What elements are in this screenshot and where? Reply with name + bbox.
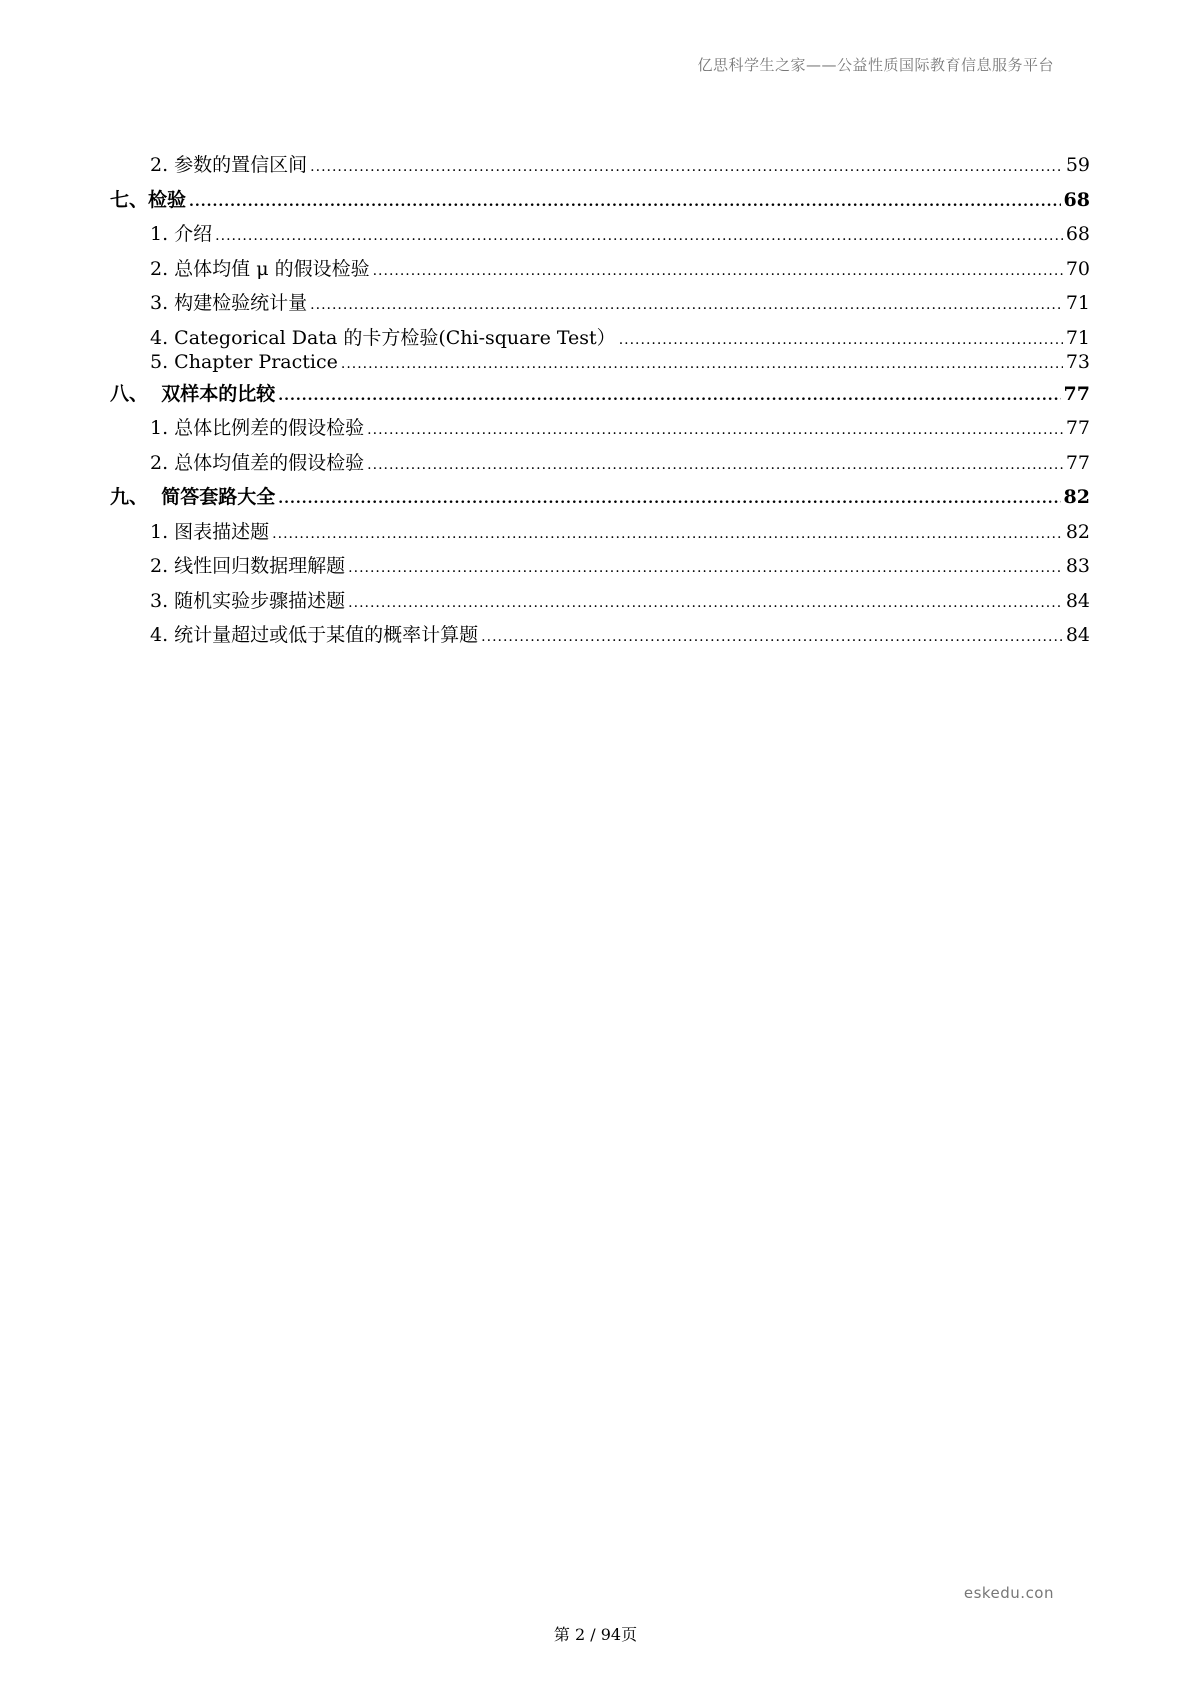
toc-leader-dots bbox=[310, 297, 1063, 313]
toc-entry-label: 1. 图表描述题 bbox=[150, 520, 270, 543]
toc-leader-dots bbox=[348, 595, 1063, 611]
toc-entry-page: 77 bbox=[1065, 451, 1090, 474]
toc-entry-label: 4. Categorical Data 的卡方检验(Chi-square Test） bbox=[150, 326, 616, 349]
toc-entry[interactable] bbox=[110, 219, 1090, 254]
toc-chapter-label: 七、检验 bbox=[110, 188, 187, 211]
toc-leader-dots bbox=[272, 526, 1063, 542]
toc-leader-dots bbox=[619, 332, 1063, 348]
toc-leader-dots bbox=[373, 263, 1063, 279]
toc-leader-dots bbox=[310, 159, 1063, 175]
toc-entry[interactable] bbox=[110, 586, 1090, 621]
toc-leader-dots bbox=[189, 194, 1061, 210]
toc-chapter[interactable] bbox=[110, 482, 1090, 517]
toc-leader-dots bbox=[367, 422, 1063, 438]
toc-entry-page: 71 bbox=[1065, 326, 1090, 349]
toc-entry-page: 82 bbox=[1065, 520, 1090, 543]
toc-entry-label: 2. 参数的置信区间 bbox=[150, 154, 308, 176]
toc-entry-label: 5. Chapter Practice bbox=[150, 350, 338, 373]
toc-entry-label: 3. 构建检验统计量 bbox=[150, 292, 308, 314]
table-of-contents bbox=[110, 150, 1090, 655]
toc-entry[interactable] bbox=[110, 323, 1090, 351]
toc-entry-page: 68 bbox=[1065, 223, 1090, 245]
toc-chapter-label: 八、 双样本的比较 bbox=[110, 382, 276, 405]
toc-entry[interactable] bbox=[110, 288, 1090, 323]
toc-entry-page: 73 bbox=[1065, 350, 1090, 373]
toc-entry-label: 3. 随机实验步骤描述题 bbox=[150, 589, 346, 612]
toc-entry-label: 1. 介绍 bbox=[150, 223, 213, 245]
toc-entry-label: 4. 统计量超过或低于某值的概率计算题 bbox=[150, 624, 479, 646]
toc-entry[interactable] bbox=[110, 254, 1090, 289]
toc-chapter-page: 68 bbox=[1063, 188, 1090, 211]
toc-entry-page: 77 bbox=[1065, 417, 1090, 439]
toc-entry[interactable] bbox=[110, 517, 1090, 552]
toc-leader-dots bbox=[278, 491, 1060, 507]
footer-site: eskedu.con bbox=[963, 1584, 1054, 1602]
toc-entry-label: 1. 总体比例差的假设检验 bbox=[150, 417, 365, 439]
toc-entry[interactable] bbox=[110, 150, 1090, 185]
toc-leader-dots bbox=[348, 560, 1063, 576]
toc-chapter[interactable] bbox=[110, 379, 1090, 414]
toc-leader-dots bbox=[341, 356, 1063, 372]
toc-entry[interactable] bbox=[110, 351, 1090, 379]
toc-chapter-label: 九、 简答套路大全 bbox=[110, 486, 276, 508]
toc-entry-label: 2. 总体均值差的假设检验 bbox=[150, 451, 365, 474]
toc-entry-label: 2. 总体均值 μ 的假设检验 bbox=[150, 257, 370, 280]
toc-entry-page: 59 bbox=[1065, 154, 1090, 176]
toc-entry-page: 84 bbox=[1065, 589, 1090, 612]
toc-entry[interactable] bbox=[110, 620, 1090, 655]
toc-entry-label: 2. 线性回归数据理解题 bbox=[150, 555, 346, 577]
toc-entry-page: 83 bbox=[1065, 555, 1090, 577]
toc-entry-page: 84 bbox=[1065, 624, 1090, 646]
toc-leader-dots bbox=[278, 388, 1060, 404]
toc-chapter[interactable] bbox=[110, 185, 1090, 220]
toc-chapter-page: 77 bbox=[1063, 382, 1090, 405]
toc-entry[interactable] bbox=[110, 413, 1090, 448]
toc-entry-page: 71 bbox=[1065, 292, 1090, 314]
toc-leader-dots bbox=[215, 228, 1063, 244]
toc-leader-dots bbox=[481, 629, 1063, 645]
page-number: 第 2 / 94页 bbox=[553, 1625, 638, 1644]
toc-chapter-page: 82 bbox=[1063, 486, 1090, 508]
toc-leader-dots bbox=[367, 457, 1063, 473]
toc-entry[interactable] bbox=[110, 551, 1090, 586]
toc-entry-page: 70 bbox=[1065, 257, 1090, 280]
toc-entry[interactable] bbox=[110, 448, 1090, 483]
page-header: 亿思科学生之家——公益性质国际教育信息服务平台 bbox=[697, 56, 1054, 74]
